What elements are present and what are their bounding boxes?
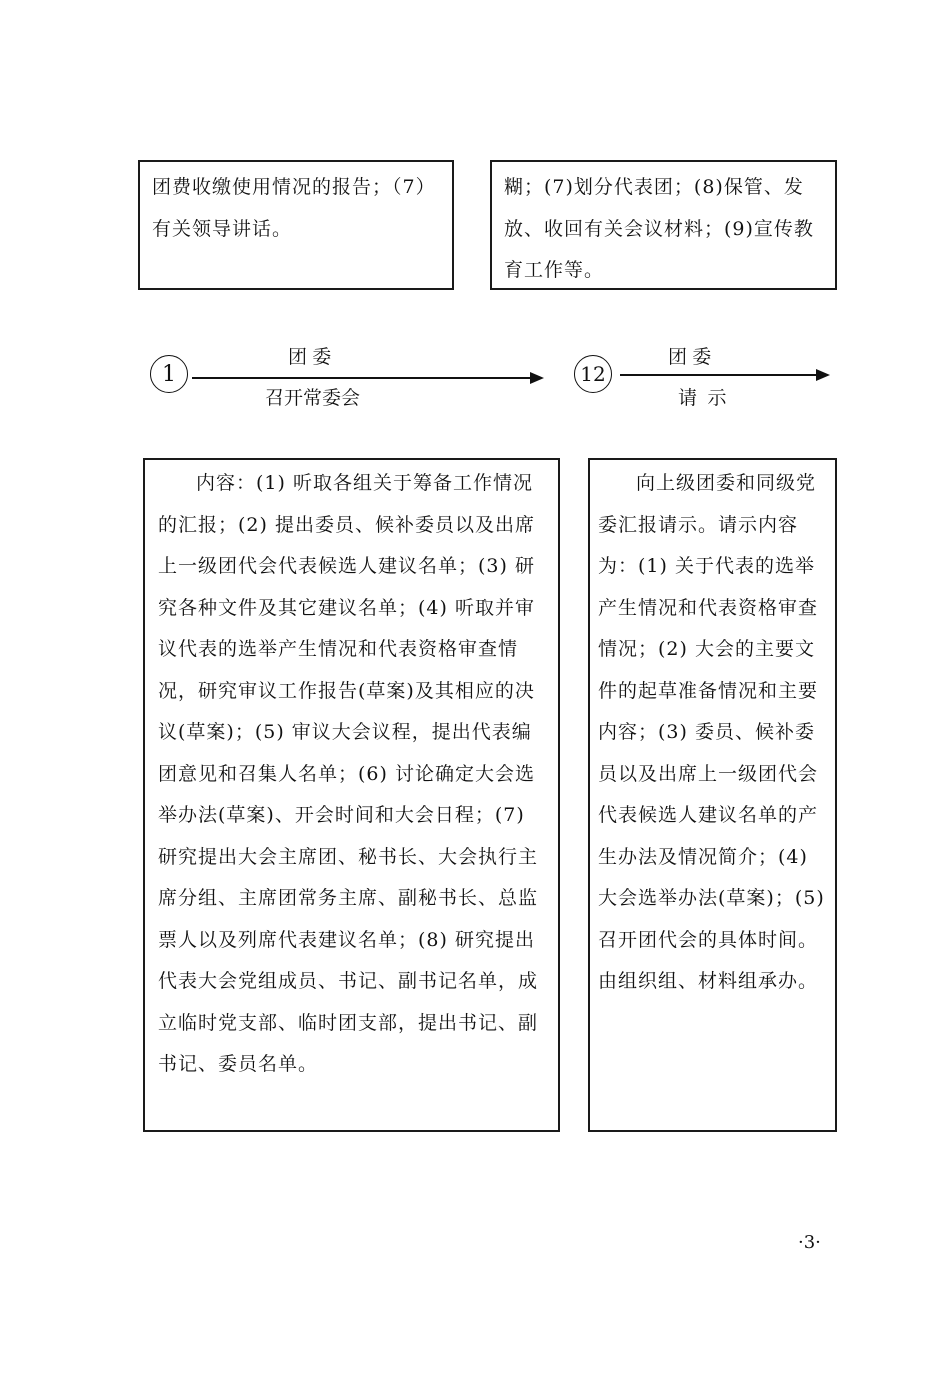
top-left-text: 团费收缴使用情况的报告；（7）有关领导讲话。 [152, 176, 436, 240]
page-number: ·3· [798, 1232, 821, 1253]
step-1-number: 1 [150, 355, 188, 393]
step-1-content-box [143, 458, 560, 1132]
step-12-bottom-label: 请 示 [678, 388, 727, 409]
step-1-top-label: 团 委 [288, 347, 332, 368]
top-right-text: 糊；(7)划分代表团；(8)保管、发放、收回有关会议材料；(9)宣传教育工作等。 [504, 176, 814, 281]
step-1-bottom-label: 召开常委会 [265, 388, 361, 409]
step-1-arrow [190, 370, 550, 386]
step-12-content-text: 向上级团委和同级党委汇报请示。请示内容为：(1) 关于代表的选举产生情况和代表资格审查情况；(2) 大会的主要文件的起草准备情况和主要内容；(3) 委员、候补委员以及出席上一级团代会代表候选人建议名单的产生办法及情况简介；(4) 大会选举办法(草案)；(5) 召开团代会的具体时间。由组织组、材料组承办。 [598, 472, 825, 992]
step-1-content-text: 内容：(1) 听取各组关于筹备工作情况的汇报；(2) 提出委员、候补委员以及出席上一级团代会代表候选人建议名单；(3) 研究各种文件及其它建议名单；(4) 听取并审议代表的选举产生情况和代表资格审查情况，研究审议工作报告(草案)及其相应的决议(草案)；(5) 审议大会议程，提出代表编团意见和召集人名单；(6) 讨论确定大会选举办法(草案)、开会时间和大会日程；(7) 研究提出大会主席团、秘书长、大会执行主席分组、主席团常务主席、副秘书长、总监票人以及列席代表建议名单；(8) 研究提出代表大会党组成员、书记、副书记名单，成立临时党支部、临时团支部，提出书记、副书记、委员名单。 [158, 472, 539, 1075]
top-left-box [138, 160, 454, 290]
top-right-box [490, 160, 837, 290]
step-12-arrow [618, 367, 834, 383]
step-12-top-label: 团 委 [668, 347, 712, 368]
step-12-number: 12 [574, 355, 612, 393]
step-12-content-box [588, 458, 837, 1132]
